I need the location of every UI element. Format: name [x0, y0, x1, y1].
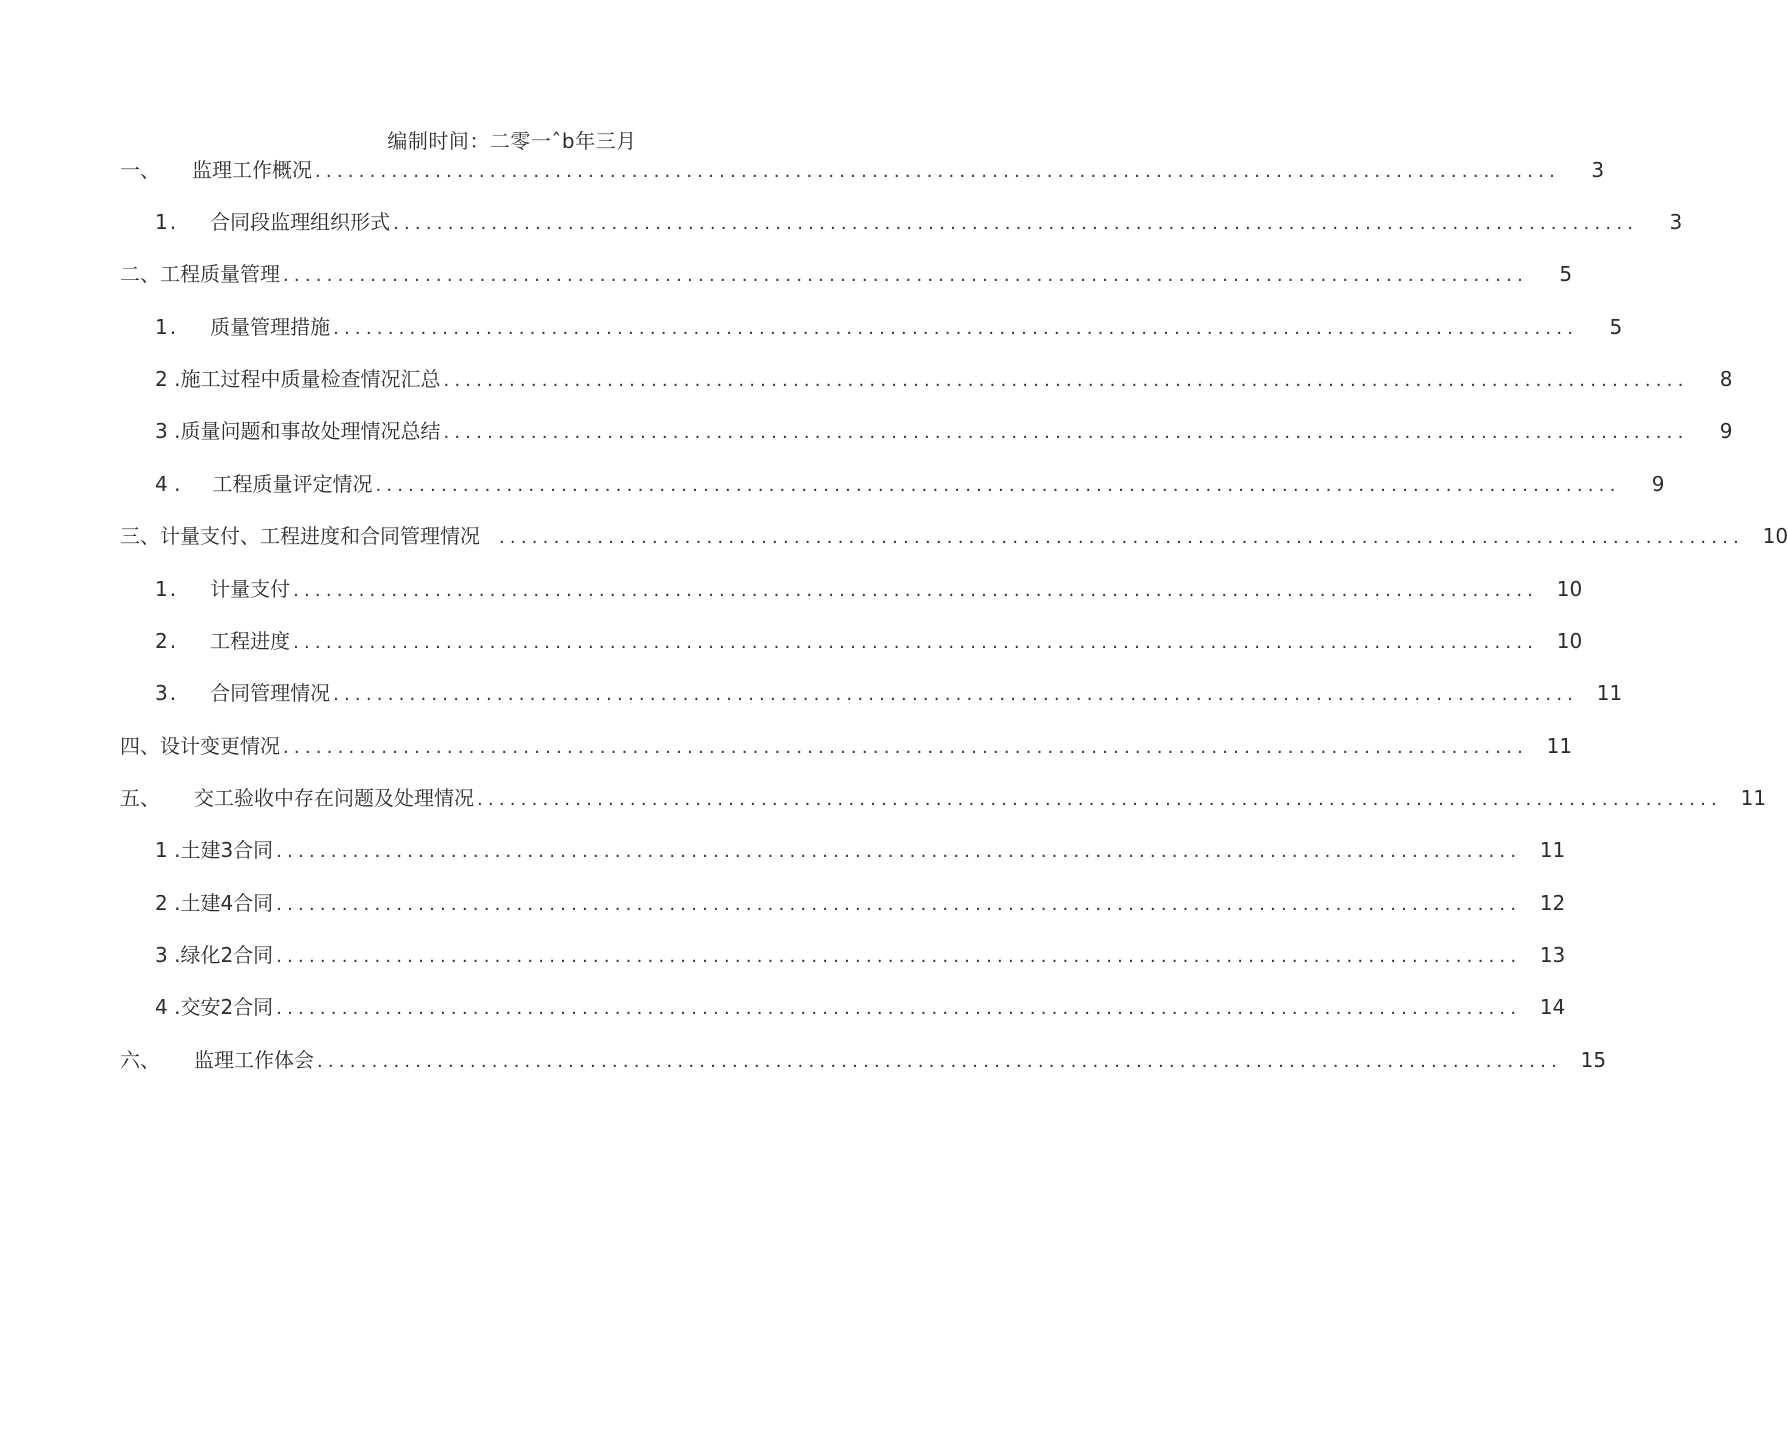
toc-entry-prefix: 三、	[120, 524, 160, 548]
toc-entry-page: 3	[1591, 158, 1605, 182]
toc-entry-label	[155, 887, 273, 919]
toc-entry-prefix: 五、	[120, 786, 160, 810]
toc-entry-page: 11	[1539, 838, 1566, 862]
toc-entry-page: 14	[1539, 995, 1566, 1019]
toc-entry[interactable]	[120, 520, 1788, 552]
toc-entry[interactable]	[155, 206, 1683, 238]
toc-entry-page: 11	[1546, 734, 1573, 758]
toc-leader-dots: ..................................................................................................................	[317, 1051, 1563, 1072]
toc-entry-prefix: 四、	[120, 734, 160, 758]
toc-entry-label	[155, 363, 440, 395]
toc-entry-page: 15	[1580, 1048, 1607, 1072]
toc-leader-dots: ..................................................................................................................	[333, 318, 1579, 339]
toc-entry[interactable]	[155, 887, 1566, 919]
toc-entry[interactable]	[155, 677, 1623, 709]
toc-entry-label	[155, 991, 273, 1023]
toc-entry-page: 10	[1762, 524, 1788, 548]
toc-leader-dots: ..................................................................................................................	[443, 370, 1689, 391]
toc-entry[interactable]	[155, 415, 1733, 447]
toc-leader-dots: ..................................................................................................................	[393, 213, 1639, 234]
toc-entry[interactable]	[155, 625, 1583, 657]
toc-entry-prefix: 2 .	[155, 891, 181, 915]
toc-entry[interactable]	[155, 939, 1566, 971]
toc-entry-label	[155, 415, 440, 447]
toc-entry-label	[155, 311, 330, 343]
toc-leader-dots: ..................................................................................................................	[333, 684, 1579, 705]
toc-entry-prefix: 2 .	[155, 367, 181, 391]
toc-entry-label	[120, 154, 312, 186]
toc-entry-label	[155, 834, 273, 866]
toc-entry[interactable]	[155, 468, 1665, 500]
toc-entry[interactable]	[155, 363, 1733, 395]
toc-entry-label	[155, 939, 273, 971]
toc-entry-page: 9	[1651, 472, 1665, 496]
toc-leader-dots: ..................................................................................................................	[499, 527, 1745, 548]
toc-entry[interactable]	[120, 782, 1767, 814]
toc-leader-dots: ..................................................................................................................	[283, 737, 1529, 758]
toc-entry-page: 5	[1559, 262, 1573, 286]
toc-entry-title: 土建4合同	[180, 891, 274, 915]
toc-entry-title: 施工过程中质量检查情况汇总	[180, 367, 441, 391]
toc-entry-prefix: 一、	[120, 158, 160, 182]
toc-entry-prefix: 1.	[155, 210, 179, 234]
toc-entry-page: 11	[1596, 681, 1623, 705]
toc-entry-label	[155, 677, 330, 709]
toc-entry-label	[155, 573, 290, 605]
toc-leader-dots: ..................................................................................................................	[276, 841, 1522, 862]
toc-entry-page: 8	[1719, 367, 1733, 391]
toc-entry[interactable]	[120, 258, 1573, 290]
toc-entry-label	[120, 258, 280, 290]
toc-entry-page: 5	[1609, 315, 1623, 339]
toc-entry-title: 土建3合同	[180, 838, 274, 862]
toc-entry[interactable]	[155, 834, 1566, 866]
toc-entry-label	[120, 730, 280, 762]
toc-entry-page: 11	[1740, 786, 1767, 810]
toc-entry-prefix: 1.	[155, 577, 179, 601]
toc-entry-prefix: 3 .	[155, 943, 181, 967]
toc-leader-dots: ..................................................................................................................	[293, 580, 1539, 601]
toc-entry-title: 设计变更情况	[160, 734, 280, 758]
toc-entry-title: 质量管理措施	[210, 315, 331, 339]
toc-entry-prefix: 六、	[120, 1048, 160, 1072]
compile-time-heading: 编制时间：二零一ˆb年三月	[387, 129, 637, 153]
toc-entry-title: 合同段监理组织形式	[210, 210, 391, 234]
toc-entry-title: 监理工作概况	[192, 158, 312, 182]
toc-entry-label	[155, 468, 372, 500]
toc-entry[interactable]	[155, 573, 1583, 605]
toc-leader-dots: ..................................................................................................................	[443, 422, 1689, 443]
toc-entry-title: 合同管理情况	[210, 681, 331, 705]
toc-entry-page: 13	[1539, 943, 1566, 967]
toc-entry-prefix: 1.	[155, 315, 179, 339]
toc-leader-dots: ..................................................................................................................	[283, 265, 1529, 286]
toc-entry-prefix: 4 .	[155, 472, 181, 496]
toc-entry-page: 3	[1669, 210, 1683, 234]
toc-entry[interactable]	[155, 311, 1623, 343]
toc-entry-title: 交安2合同	[180, 995, 274, 1019]
toc-leader-dots: ..................................................................................................................	[477, 789, 1723, 810]
toc-entry-page: 9	[1719, 419, 1733, 443]
toc-entry-page: 10	[1556, 577, 1583, 601]
toc-entry-prefix: 1 .	[155, 838, 181, 862]
toc-entry-title: 工程进度	[210, 629, 291, 653]
toc-entry[interactable]	[120, 1044, 1607, 1076]
toc-leader-dots: ..................................................................................................................	[375, 475, 1621, 496]
toc-entry-prefix: 二、	[120, 262, 160, 286]
toc-entry-label	[155, 206, 390, 238]
toc-entry-title: 质量问题和事故处理情况总结	[180, 419, 441, 443]
toc-entry-label	[120, 1044, 314, 1076]
toc-leader-dots: ..................................................................................................................	[315, 161, 1561, 182]
toc-leader-dots: ..................................................................................................................	[276, 998, 1522, 1019]
toc-entry-label	[120, 782, 474, 814]
toc-entry-label	[120, 520, 496, 552]
toc-entry[interactable]	[120, 730, 1573, 762]
toc-entry-page: 10	[1556, 629, 1583, 653]
toc-leader-dots: ..................................................................................................................	[276, 894, 1522, 915]
toc-leader-dots: ..................................................................................................................	[293, 632, 1539, 653]
toc-entry-page: 12	[1539, 891, 1566, 915]
toc-entry-title: 计量支付、工程进度和合同管理情况	[160, 524, 480, 548]
toc-entry-title: 工程质量评定情况	[212, 472, 373, 496]
toc-entry-prefix: 3.	[155, 681, 179, 705]
toc-entry[interactable]	[120, 154, 1605, 186]
toc-leader-dots: ..................................................................................................................	[276, 946, 1522, 967]
toc-entry-prefix: 2.	[155, 629, 179, 653]
toc-entry-prefix: 3 .	[155, 419, 181, 443]
toc-entry-label	[155, 625, 290, 657]
toc-entry-title: 绿化2合同	[180, 943, 274, 967]
toc-entry-title: 交工验收中存在问题及处理情况	[194, 786, 474, 810]
toc-entry-title: 监理工作体会	[194, 1048, 314, 1072]
toc-entry-title: 工程质量管理	[160, 262, 280, 286]
toc-entry-prefix: 4 .	[155, 995, 181, 1019]
toc-entry-title: 计量支付	[210, 577, 291, 601]
toc-entry[interactable]	[155, 991, 1566, 1023]
